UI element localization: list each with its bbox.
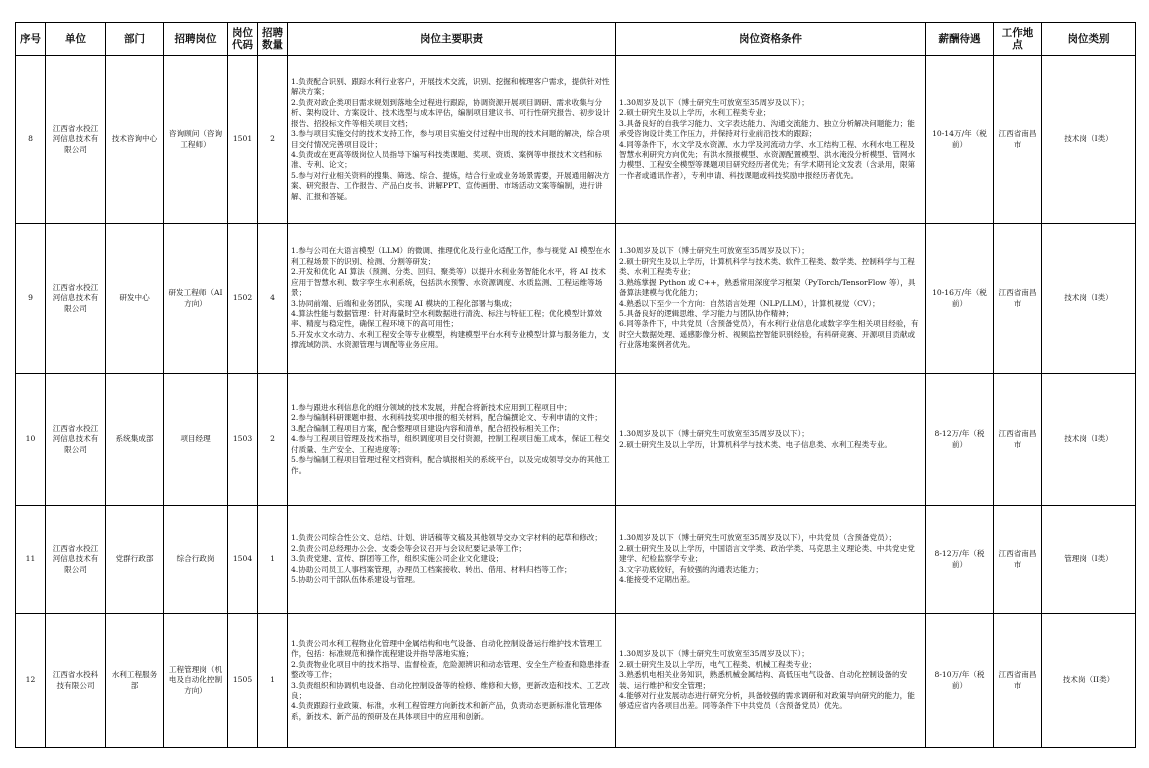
cell-requirements bbox=[616, 506, 926, 614]
cell-position: 综合行政岗 bbox=[164, 506, 228, 614]
cell-requirements bbox=[616, 614, 926, 748]
cell-dept: 党群行政部 bbox=[106, 506, 164, 614]
cell-salary: 10-14万/年（税前） bbox=[926, 56, 994, 224]
header-duties: 岗位主要职责 bbox=[288, 23, 616, 56]
duty-line: 5.开发水文水动力、水利工程安全等专业模型，构建模型平台水利专业模型计算与服务能力，支撑流域防洪、水资源管理与调配等业务应用。 bbox=[291, 329, 610, 350]
duty-line: 5.参与对行业相关资料的搜集、筛选、综合、提炼，结合行业或业务场景需要，开展通用解决方案、研究报告、工作报告、产品白皮书、讲解PPT、宣传画册、市场活动文案等编制，进行讲解、汇报和答疑。 bbox=[291, 170, 610, 201]
header-requirements: 岗位资格条件 bbox=[616, 23, 926, 56]
cell-dept: 研发中心 bbox=[106, 224, 164, 374]
cell-category: 技术岗（I类） bbox=[1042, 56, 1136, 224]
duty-line: 1.参与跟进水利信息化的细分领域的技术发展，并配合将新技术应用到工程项目中； bbox=[291, 403, 572, 413]
duty-line: 4.负责或在更高等级岗位人员指导下编写科技类课题、奖项、资质、案例等申报技术文档和标准、专利、论文； bbox=[291, 149, 602, 170]
cell-location: 江西省南昌市 bbox=[994, 614, 1042, 748]
duty-line: 5.参与编制工程项目管理过程文档资料，配合填报相关的系统平台，以及完成领导交办的其他工作。 bbox=[291, 455, 610, 475]
cell-duties bbox=[288, 224, 616, 374]
cell-code: 1504 bbox=[228, 506, 258, 614]
cell-requirements bbox=[616, 56, 926, 224]
requirement-line: 3.熟悉机电相关业务知识，熟悉机械金属结构、高低压电气设备、自动化控制设备的安装、运行维护和安全管理； bbox=[619, 670, 908, 690]
cell-salary: 10-16万/年（税前） bbox=[926, 224, 994, 374]
cell-unit: 江西省水投江河信息技术有限公司 bbox=[46, 224, 106, 374]
requirement-line: 1.30周岁及以下（博士研究生可放宽至35周岁及以下）； bbox=[619, 97, 809, 107]
cell-category: 管理岗（I类） bbox=[1042, 506, 1136, 614]
requirement-line: 3.具备良好的自我学习能力、文字表达能力、沟通交流能力、独立分析解决问题能力；能承受咨询设计类工作压力，并保持对行业前沿技术的跟踪； bbox=[619, 118, 915, 139]
recruitment-table bbox=[15, 22, 1136, 748]
header-code: 岗位代码 bbox=[228, 23, 258, 56]
duty-line: 1.负责公司综合性公文、总结、计划、讲话稿等文稿及其他领导交办文字材料的起草和修改； bbox=[291, 533, 602, 543]
requirement-line: 6.同等条件下，中共党员（含预备党员），有水利行业信息化或数字孪生相关项目经验，有时空大数据处理、遥感影像分析、视频监控智能识别经验，有科研竞赛、开源项目贡献或行业落地案例者优先。 bbox=[619, 319, 919, 350]
duty-line: 2.负责对政企类项目需求规划到落地全过程进行跟踪，协调资源开展项目调研、需求收集与分析、架构设计、方案设计、技术选型与成本评估，编制项目建议书、可行性研究报告、初步设计报告、招投标文件等相关项目文档； bbox=[291, 97, 610, 128]
requirement-line: 1.30周岁及以下（博士研究生可放宽至35周岁及以下）； bbox=[619, 429, 809, 439]
requirement-line: 4.能够对行业发展动态进行研究分析，具备较强的需求调研和对政策导向研究的能力，能够适应省内各项目出差。同等条件下中共党员（含预备党员）优先。 bbox=[619, 690, 915, 711]
table-row bbox=[16, 506, 1136, 614]
header-dept: 部门 bbox=[106, 23, 164, 56]
requirement-line: 2.硕士研究生及以上学历，计算机科学与技术类、电子信息类、水利工程类专业。 bbox=[619, 439, 893, 449]
table-row bbox=[16, 614, 1136, 748]
cell-position: 咨询顾问（咨询工程师） bbox=[164, 56, 228, 224]
cell-code: 1503 bbox=[228, 374, 258, 506]
cell-duties bbox=[288, 374, 616, 506]
cell-unit: 江西省水投江河信息技术有限公司 bbox=[46, 374, 106, 506]
requirement-line: 2.硕士研究生及以上学历，计算机科学与技术类、软件工程类、数学类、控制科学与工程类、水利工程类专业； bbox=[619, 256, 915, 277]
cell-dept: 系统集成部 bbox=[106, 374, 164, 506]
duty-line: 1.参与公司在大语言模型（LLM）的微调、推理优化及行业化适配工作，参与视觉 AI 模型在水利工程场景下的识别、检测、分割等研发； bbox=[291, 246, 611, 266]
duty-line: 4.负责跟踪行业政策、标准，水利工程管理方向新技术和新产品，负责动态更新标准化管理体系，新技术、新产品的预研及在具体项目中的应用和创新。 bbox=[291, 701, 602, 721]
table-row bbox=[16, 56, 1136, 224]
cell-seq: 8 bbox=[16, 56, 46, 224]
cell-location: 江西省南昌市 bbox=[994, 224, 1042, 374]
cell-category: 技术岗（I类） bbox=[1042, 224, 1136, 374]
requirement-line: 5.具备良好的逻辑思维、学习能力与团队协作精神； bbox=[619, 308, 794, 318]
duty-line: 4.算法性能与数据管理：针对海量时空水利数据进行清洗、标注与特征工程；优化模型计算效率、精度与稳定性，确保工程环境下的高可用性； bbox=[291, 308, 602, 329]
duty-line: 2.负责公司总经理办公会、支委会等会议召开与会议纪要记录等工作； bbox=[291, 543, 527, 553]
table-row bbox=[16, 224, 1136, 374]
duty-line: 1.负责配合识别、跟踪水利行业客户，开展技术交流，识别、挖掘和梳理客户需求，提供针对性解决方案； bbox=[291, 77, 610, 97]
cell-code: 1505 bbox=[228, 614, 258, 748]
cell-location: 江西省南昌市 bbox=[994, 56, 1042, 224]
duty-line: 2.参与编制科研课题申报、水利科技奖项申报的相关材料，配合编撰论文、专利申请的文件； bbox=[291, 413, 602, 423]
cell-count: 2 bbox=[258, 374, 288, 506]
requirement-line: 1.30周岁及以下（博士研究生可放宽至35周岁及以下）； bbox=[619, 649, 809, 659]
requirement-line: 4.熟悉以下至少一个方向：自然语言处理（NLP/LLM），计算机视觉（CV）； bbox=[619, 298, 880, 308]
cell-location: 江西省南昌市 bbox=[994, 506, 1042, 614]
header-location: 工作地点 bbox=[994, 23, 1042, 56]
duty-line: 4.参与工程项目管理及技术指导，组织调度项目交付资源，控制工程项目施工成本，保证工程交付质量、生产安全、工程进度等； bbox=[291, 434, 610, 454]
cell-salary: 8-10万/年（税前） bbox=[926, 614, 994, 748]
cell-position: 工程管理岗（机电及自动化控制方向） bbox=[164, 614, 228, 748]
table-row bbox=[16, 374, 1136, 506]
cell-unit: 江西省水投江河信息技术有限公司 bbox=[46, 56, 106, 224]
cell-count: 1 bbox=[258, 614, 288, 748]
cell-requirements bbox=[616, 374, 926, 506]
cell-category: 技术岗（I类） bbox=[1042, 374, 1136, 506]
duty-line: 2.负责物业化项目中的技术指导、监督检查，危险源辨识和动态管理、安全生产检查和隐患排查整改等工作； bbox=[291, 659, 610, 680]
cell-seq: 12 bbox=[16, 614, 46, 748]
cell-position: 研发工程师（AI方向） bbox=[164, 224, 228, 374]
requirement-line: 2.硕士研究生及以上学历，水利工程类专业； bbox=[619, 108, 771, 118]
requirement-line: 1.30周岁及以下（博士研究生可放宽至35周岁及以下）； bbox=[619, 246, 809, 256]
duty-line: 5.协助公司干部队伍体系建设与管理。 bbox=[291, 575, 420, 585]
requirement-line: 4.能接受不定期出差。 bbox=[619, 575, 695, 585]
duty-line: 3.协同前端、后端和业务团队，实现 AI 模块的工程化部署与集成； bbox=[291, 298, 517, 308]
cell-category: 技术岗（II类） bbox=[1042, 614, 1136, 748]
cell-seq: 9 bbox=[16, 224, 46, 374]
cell-seq: 11 bbox=[16, 506, 46, 614]
requirement-line: 3.文字功底较好，有较强的沟通表达能力； bbox=[619, 564, 763, 574]
header-category: 岗位类别 bbox=[1042, 23, 1136, 56]
cell-duties bbox=[288, 614, 616, 748]
cell-requirements bbox=[616, 224, 926, 374]
cell-code: 1501 bbox=[228, 56, 258, 224]
cell-location: 江西省南昌市 bbox=[994, 374, 1042, 506]
cell-unit: 江西省水投科技有限公司 bbox=[46, 614, 106, 748]
cell-duties bbox=[288, 56, 616, 224]
duty-line: 3.负责组织和协调机电设备、自动化控制设备等的检修、维修和大修，更新改造和技术、工艺改良； bbox=[291, 680, 610, 700]
duty-line: 3.参与项目实施交付的技术支持工作，参与项目实施交付过程中出现的技术问题的解决，综合项目交付情况完善项目设计； bbox=[291, 129, 610, 149]
cell-dept: 技术咨询中心 bbox=[106, 56, 164, 224]
duty-line: 4.协助公司员工人事档案管理，办理员工档案接收、转出、借用、材料归档等工作； bbox=[291, 564, 572, 574]
cell-duties bbox=[288, 506, 616, 614]
header-seq: 序号 bbox=[16, 23, 46, 56]
duty-line: 3.负责党建、宣传、群团等工作，组织实施公司企业文化建设； bbox=[291, 554, 504, 564]
cell-count: 1 bbox=[258, 506, 288, 614]
cell-salary: 8-12万/年（税前） bbox=[926, 374, 994, 506]
duty-line: 2.开发和优化 AI 算法（预测、分类、回归、聚类等）以提升水利业务智能化水平，将 AI 技术应用于智慧水利、数字孪生水利系统，包括洪水预警、水资源调度、水质监测、工程运维等场景； bbox=[291, 267, 606, 298]
header-unit: 单位 bbox=[46, 23, 106, 56]
header-count: 招聘数量 bbox=[258, 23, 288, 56]
duty-line: 3.配合编制工程项目方案，配合整理项目建设内容和清单，配合招投标相关工作； bbox=[291, 423, 565, 433]
cell-position: 项目经理 bbox=[164, 374, 228, 506]
cell-salary: 8-12万/年（税前） bbox=[926, 506, 994, 614]
cell-count: 2 bbox=[258, 56, 288, 224]
header-row bbox=[16, 23, 1136, 56]
requirement-line: 3.熟练掌握 Python 或 C++，熟悉常用深度学习框架（PyTorch/TensorFlow 等），具备算法建模与优化能力； bbox=[619, 277, 916, 298]
duty-line: 1.负责公司水利工程物业化管理中金属结构和电气设备、自动化控制设备运行维护技术管理工作，包括：标准规范和操作流程建设并指导落地实施； bbox=[291, 638, 602, 659]
requirement-line: 1.30周岁及以下（博士研究生可放宽至35周岁及以下），中共党员（含预备党员）； bbox=[619, 533, 897, 543]
requirement-line: 4.同等条件下，水文学及水资源、水力学及河流动力学、水工结构工程、水利水电工程及智慧水利研究方向优先；有洪水预报模型、水资源配置模型、洪水淹没分析模型、管网水力模型、工程安全模型等课题项目研究经历者优先；有学术期刊论文发表（含录用，限第一作者或通讯作者），专利申请、科技课题或科技奖励申报经历者优先。 bbox=[619, 139, 916, 180]
cell-code: 1502 bbox=[228, 224, 258, 374]
cell-seq: 10 bbox=[16, 374, 46, 506]
requirement-line: 2.硕士研究生及以上学历，中国语言文学类、政治学类、马克思主义理论类、中共党史党建学、纪检监察学专业； bbox=[619, 543, 915, 564]
recruitment-table-container bbox=[15, 22, 1135, 748]
header-position: 招聘岗位 bbox=[164, 23, 228, 56]
requirement-line: 2.硕士研究生及以上学历，电气工程类、机械工程类专业； bbox=[619, 659, 817, 669]
cell-unit: 江西省水投江河信息技术有限公司 bbox=[46, 506, 106, 614]
cell-count: 4 bbox=[258, 224, 288, 374]
header-salary: 薪酬待遇 bbox=[926, 23, 994, 56]
cell-dept: 水利工程服务部 bbox=[106, 614, 164, 748]
